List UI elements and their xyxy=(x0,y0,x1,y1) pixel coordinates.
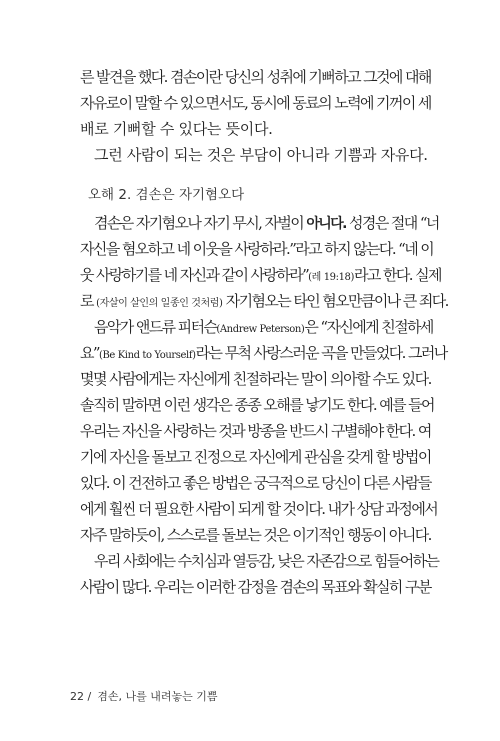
text-line: 자주 말하듯이, 스스로를 돌보는 것은 이기적인 행동이 아니다. xyxy=(80,526,431,544)
section-heading: 오해 2. 겸손은 자기혐오다 xyxy=(88,187,245,203)
text-span: 자기혐오는 타인 혐오만큼이나 큰 죄다. xyxy=(222,292,448,310)
scripture-reference: (레 19:18) xyxy=(308,272,355,283)
text-span: 라는 무척 사랑스러운 곡을 만들었다. 그러나 xyxy=(195,344,447,362)
text-span: 웃 사랑하기를 네 자신과 같이 사랑하라” xyxy=(80,266,309,284)
text-line: 사람이 많다. 우리는 이러한 감정을 겸손의 목표와 확실히 구분 xyxy=(80,578,431,596)
text-line xyxy=(80,210,439,236)
page-number: 22 / xyxy=(70,690,92,703)
text-line: 몇몇 사람에게는 자신에게 친절하라는 말이 의아할 수도 있다. xyxy=(80,370,431,388)
running-title: 겸손, 나를 내려놓는 기쁨 xyxy=(97,690,218,703)
parenthetical-note: (자살이 살인의 일종인 것처럼) xyxy=(96,298,223,309)
english-name: (Andrew Peterson) xyxy=(216,324,305,335)
text-line: 자유로이 말할 수 있으면서도, 동시에 동료의 노력에 기꺼이 세 xyxy=(80,94,431,112)
text-line: 기에 자신을 돌보고 진정으로 자신에게 관심을 갖게 할 방법이 xyxy=(80,448,431,466)
text-line: 그런 사람이 되는 것은 부담이 아니라 기쁨과 자유다. xyxy=(94,146,428,164)
text-line xyxy=(80,340,447,366)
text-span: 음악가 앤드류 피터슨 xyxy=(94,318,217,336)
page-footer xyxy=(70,688,217,704)
text-line: 있다. 이 건전하고 좋은 방법은 궁극적으로 당신이 다른 사람들 xyxy=(80,474,431,492)
text-line: 배로 기뻐할 수 있다는 뜻이다. xyxy=(80,120,273,138)
text-line: 우리 사회에는 수치심과 열등감, 낮은 자존감으로 힘들어하는 xyxy=(94,552,439,570)
text-span: 라고 한다. 실제 xyxy=(354,266,441,284)
body-text xyxy=(80,64,448,600)
text-line xyxy=(80,288,448,314)
text-span: 은 “자신에게 친절하세 xyxy=(304,318,433,336)
text-line: 우리는 자신을 사랑하는 것과 방종을 반드시 구별해야 한다. 여 xyxy=(80,422,431,440)
emphasis-text: 아니다. xyxy=(306,216,346,232)
text-line: 솔직히 말하면 이런 생각은 종종 오해를 낳기도 한다. 예를 들어 xyxy=(80,396,434,414)
text-line: 자신을 혐오하고 네 이웃을 사랑하라.”라고 하지 않는다. “네 이 xyxy=(80,240,434,258)
text-span: 요” xyxy=(80,344,99,362)
text-span: 로 xyxy=(80,292,97,310)
text-span: 성경은 절대 “너 xyxy=(345,214,439,232)
text-line: 에게 훨씬 더 필요한 사람이 되게 할 것이다. 내가 상담 과정에서 xyxy=(80,500,438,518)
text-line: 른 발견을 했다. 겸손이란 당신의 성취에 기뻐하고 그것에 대해 xyxy=(80,68,431,86)
text-line xyxy=(80,314,432,340)
text-line xyxy=(80,262,441,288)
song-title-english: (Be Kind to Yourself) xyxy=(98,350,196,361)
text-span: 겸손은 자기혐오나 자기 무시, 자벌이 xyxy=(94,214,307,232)
